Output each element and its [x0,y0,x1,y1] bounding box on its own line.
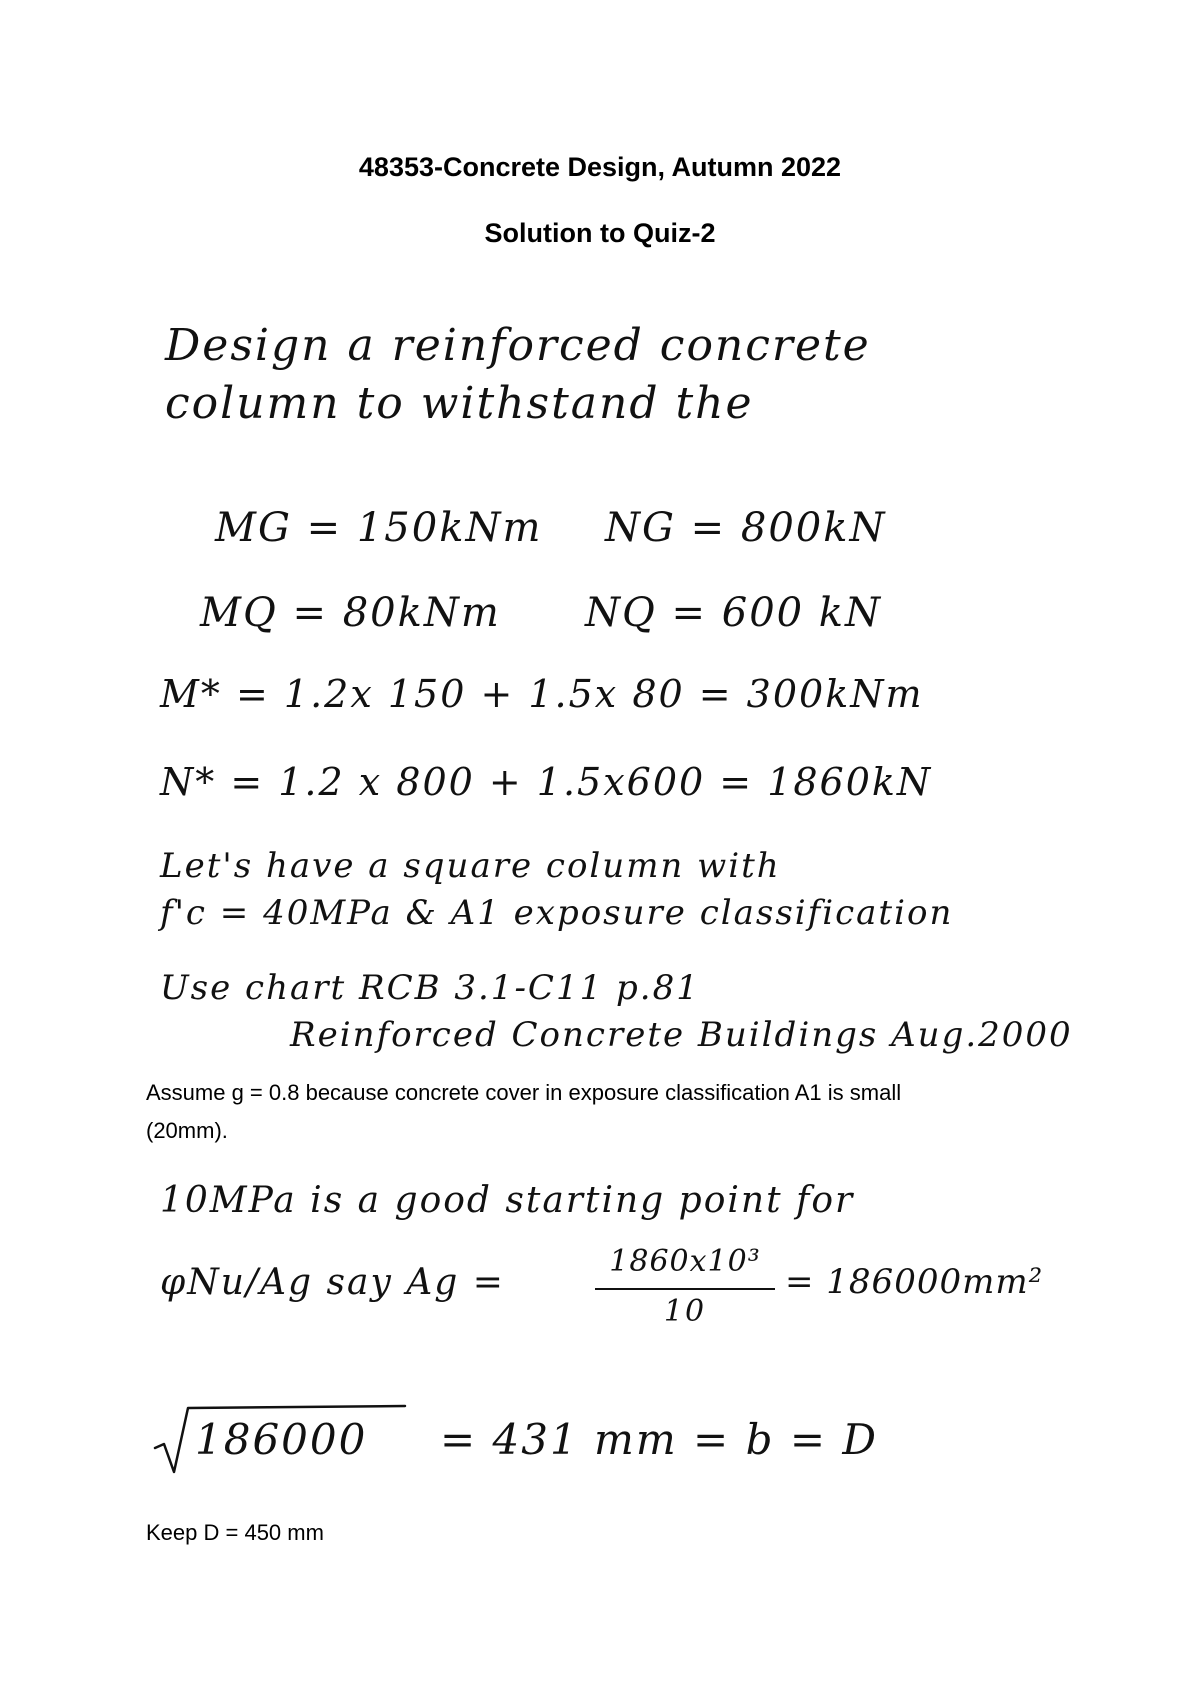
assume-text-line-1: Assume g = 0.8 because concrete cover in exposure classification A1 is small [146,1080,902,1105]
ag-lhs: φNu/Ag say Ag = [160,1262,505,1303]
ag-fraction-numerator: 1860x10³ [609,1244,761,1279]
intro-line-1: Design a reinforced concrete [165,320,871,371]
ag-fraction-denominator: 10 [663,1294,707,1329]
lets-line-2: f'c = 40MPa & A1 exposure classification [160,893,954,933]
ng-value: NG = 800kN [605,505,887,551]
n-star-equation: N* = 1.2 x 800 + 1.5x600 = 1860kN [160,760,933,804]
intro-line-2: column to withstand the [165,378,754,429]
sqrt-argument: 186000 [195,1415,368,1464]
ag-rhs: = 186000mm² [785,1262,1044,1302]
nq-value: NQ = 600 kN [585,590,883,636]
keep-dimension-text: Keep D = 450 mm [146,1520,324,1545]
mg-value: MG = 150kNm [215,505,543,551]
m-star-equation: M* = 1.2x 150 + 1.5x 80 = 300kNm [160,672,924,716]
start-line-1: 10MPa is a good starting point for [160,1180,855,1221]
use-line-1: Use chart RCB 3.1-C11 p.81 [160,968,700,1008]
page-subtitle: Solution to Quiz-2 [484,218,716,248]
assume-text-line-2: (20mm). [146,1118,228,1143]
page-title: 48353-Concrete Design, Autumn 2022 [358,152,842,182]
mq-value: MQ = 80kNm [200,590,501,636]
ag-fraction-bar [595,1288,775,1290]
sqrt-result: = 431 mm = b = D [440,1415,879,1464]
ag-fraction [595,1244,775,1334]
lets-line-1: Let's have a square column with [160,846,781,886]
use-line-2: Reinforced Concrete Buildings Aug.2000 [290,1015,1073,1055]
